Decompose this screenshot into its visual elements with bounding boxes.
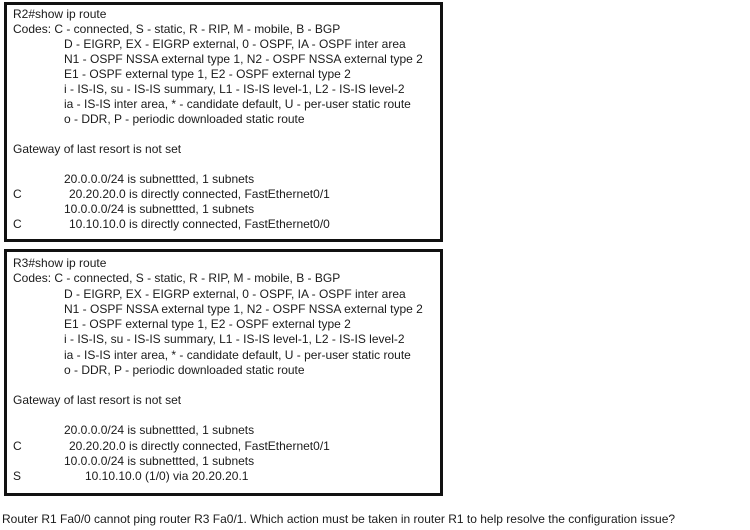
r3-route-entry: 20.20.20.0 is directly connected, FastEthernet0/1 bbox=[69, 439, 330, 453]
r2-prompt: R2#show ip route bbox=[13, 7, 107, 21]
r3-route-code: S bbox=[13, 469, 22, 483]
r3-codes-line: o - DDR, P - periodic downloaded static route bbox=[64, 363, 305, 377]
r3-route-code: C bbox=[13, 439, 22, 453]
r3-codes-line: N1 - OSPF NSSA external type 1, N2 - OSPF NSSA external type 2 bbox=[64, 302, 423, 316]
r3-route-entry: 10.10.10.0 (1/0) via 20.20.20.1 bbox=[85, 469, 249, 483]
r2-subnet-header: 20.0.0.0/24 is subnettted, 1 subnets bbox=[64, 172, 255, 186]
r3-codes-line: D - EIGRP, EX - EIGRP external, 0 - OSPF, IA - OSPF inter area bbox=[64, 287, 406, 301]
r2-route-output bbox=[4, 2, 443, 242]
r2-codes-header: Codes: C - connected, S - static, R - RIP, M - mobile, B - BGP bbox=[13, 22, 341, 36]
r2-gateway: Gateway of last resort is not set bbox=[13, 142, 182, 156]
r3-subnet-header: 10.0.0.0/24 is subnettted, 1 subnets bbox=[64, 454, 255, 468]
r2-codes-line: i - IS-IS, su - IS-IS summary, L1 - IS-IS level-1, L2 - IS-IS level-2 bbox=[64, 82, 405, 96]
r2-subnet-header: 10.0.0.0/24 is subnettted, 1 subnets bbox=[64, 202, 255, 216]
r3-codes-line: E1 - OSPF external type 1, E2 - OSPF external type 2 bbox=[64, 317, 351, 331]
r2-codes-line: E1 - OSPF external type 1, E2 - OSPF external type 2 bbox=[64, 67, 351, 81]
r3-route-output bbox=[4, 249, 443, 496]
r2-codes-line: N1 - OSPF NSSA external type 1, N2 - OSPF NSSA external type 2 bbox=[64, 52, 423, 66]
r3-subnet-header: 20.0.0.0/24 is subnettted, 1 subnets bbox=[64, 423, 255, 437]
r2-route-entry: 10.10.10.0 is directly connected, FastEthernet0/0 bbox=[69, 217, 330, 231]
r3-gateway: Gateway of last resort is not set bbox=[13, 393, 182, 407]
r2-route-code: C bbox=[13, 187, 22, 201]
r2-codes-line: D - EIGRP, EX - EIGRP external, 0 - OSPF, IA - OSPF inter area bbox=[64, 37, 406, 51]
r2-codes-line: o - DDR, P - periodic downloaded static route bbox=[64, 112, 305, 126]
r3-codes-header: Codes: C - connected, S - static, R - RIP, M - mobile, B - BGP bbox=[13, 271, 341, 285]
r2-codes-line: ia - IS-IS inter area, * - candidate default, U - per-user static route bbox=[64, 97, 411, 111]
r2-route-code: C bbox=[13, 217, 22, 231]
r3-prompt: R3#show ip route bbox=[13, 256, 107, 270]
r3-codes-line: i - IS-IS, su - IS-IS summary, L1 - IS-IS level-1, L2 - IS-IS level-2 bbox=[64, 332, 405, 346]
r2-route-entry: 20.20.20.0 is directly connected, FastEthernet0/1 bbox=[69, 187, 330, 201]
r3-codes-line: ia - IS-IS inter area, * - candidate default, U - per-user static route bbox=[64, 348, 411, 362]
question-text: Router R1 Fa0/0 cannot ping router R3 Fa0/1. Which action must be taken in router R1 to help resolve the configuration issue? bbox=[2, 512, 676, 526]
